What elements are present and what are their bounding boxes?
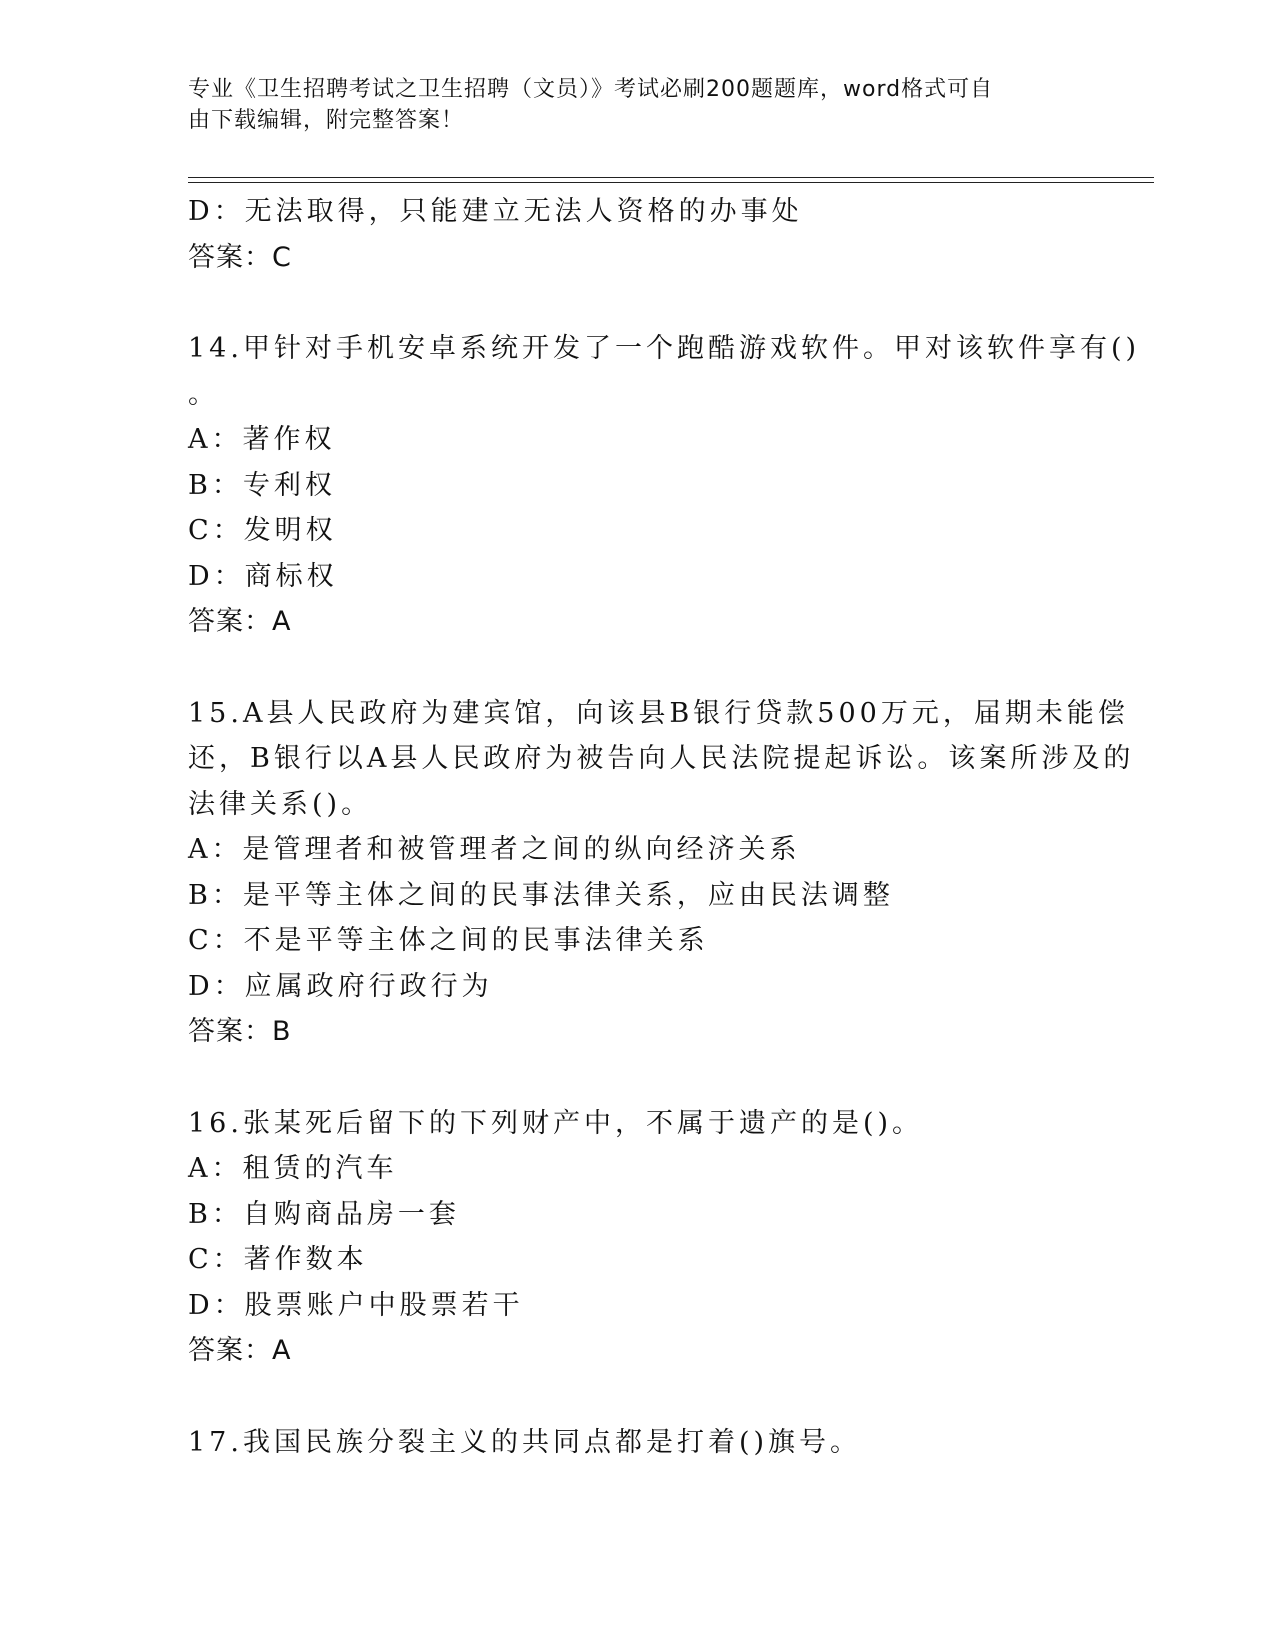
header-line-1: 专业《卫生招聘考试之卫生招聘（文员）》考试必刷200题题库，word格式可自 (188, 77, 994, 102)
question-stem: 17.我国民族分裂主义的共同点都是打着()旗号。 (188, 1426, 862, 1458)
option-a: A：著作权 (188, 424, 336, 455)
question-14 (188, 326, 1141, 645)
question-stem: 16.张某死后留下的下列财产中，不属于遗产的是()。 (188, 1107, 924, 1139)
answer: 答案：C (188, 241, 292, 273)
option-c: C：著作数本 (188, 1244, 368, 1275)
document-header (188, 74, 1088, 136)
question-gap (188, 1055, 1088, 1101)
option-c: C：发明权 (188, 515, 337, 546)
question-stem: 14.甲针对手机安卓系统开发了一个跑酷游戏软件。甲对该软件享有() (188, 333, 1141, 364)
option-d: D：无法取得，只能建立无法人资格的办事处 (188, 196, 803, 227)
question-stem: 15.A县人民政府为建宾馆，向该县B银行贷款500万元，届期未能偿 (188, 697, 1129, 729)
header-rule-bottom (188, 182, 1154, 183)
question-content (188, 189, 1141, 1465)
question-stem-continued: 。 (188, 378, 219, 410)
question-16 (188, 1101, 1088, 1374)
option-a: A：是管理者和被管理者之间的纵向经济关系 (188, 834, 801, 865)
option-b: B：自购商品房一套 (188, 1198, 460, 1230)
header-line-2: 由下载编辑，附完整答案！ (188, 108, 465, 133)
option-c: C：不是平等主体之间的民事法律关系 (188, 925, 709, 956)
question-gap (188, 1374, 1088, 1420)
answer: 答案：A (188, 606, 292, 637)
header-rule-top (188, 177, 1154, 178)
option-b: B：是平等主体之间的民事法律关系，应由民法调整 (188, 879, 894, 911)
option-d: D：股票账户中股票若干 (188, 1289, 524, 1321)
question-stem-continued: 还，B银行以A县人民政府为被告向人民法院提起诉讼。该案所涉及的 (188, 743, 1135, 774)
option-d: D：应属政府行政行为 (188, 970, 493, 1002)
option-a: A：租赁的汽车 (188, 1153, 398, 1184)
question-15 (188, 691, 1135, 1055)
option-b: B：专利权 (188, 469, 336, 501)
question-stem-continued: 法律关系()。 (188, 788, 373, 820)
answer: 答案：A (188, 1335, 292, 1366)
question-gap (188, 280, 1088, 326)
answer: 答案：B (188, 1016, 292, 1047)
option-d: D：商标权 (188, 560, 338, 592)
question-gap (188, 645, 1088, 691)
question-13-tail (188, 189, 1088, 280)
question-17 (188, 1420, 1088, 1466)
